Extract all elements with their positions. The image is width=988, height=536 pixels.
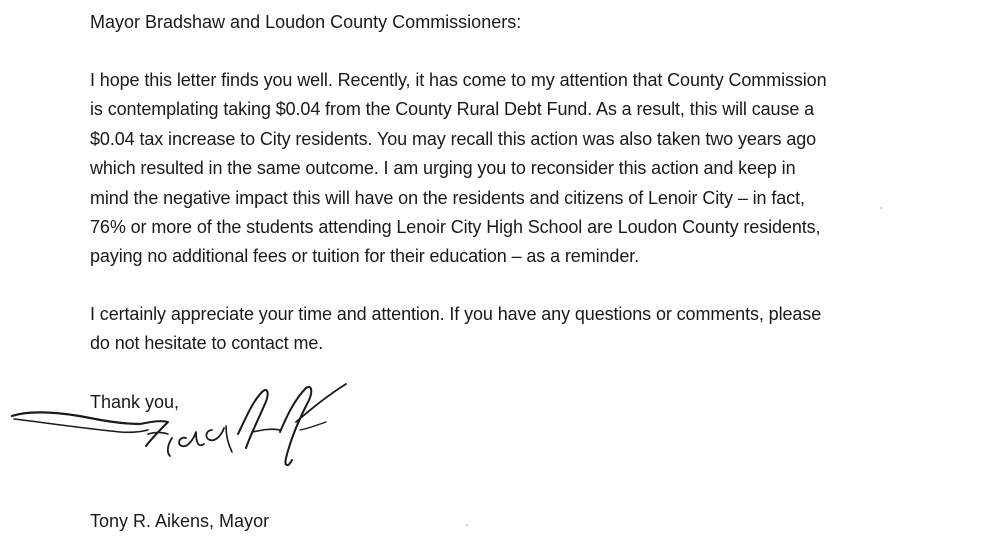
paragraph-line: mind the negative impact this will have on the residents and citizens of Lenoir City – in fact, <box>90 187 805 208</box>
paragraph-line: do not hesitate to contact me. <box>90 333 324 354</box>
paragraph-line: paying no additional fees or tuition for their education – as a reminder. <box>90 246 640 267</box>
scan-speck <box>880 207 882 209</box>
paragraph-line: 76% or more of the students attending Lenoir City High School are Loudon County residents, <box>90 217 821 238</box>
scan-speck <box>466 524 468 526</box>
paragraph-line: I certainly appreciate your time and attention. If you have any questions or comments, please <box>90 304 822 324</box>
paragraph-line: is contemplating taking $0.04 from the County Rural Debt Fund. As a result, this will cause a <box>90 99 815 120</box>
salutation: Mayor Bradshaw and Loudon County Commissioners: <box>90 12 522 32</box>
closing: Thank you, <box>90 392 180 412</box>
paragraph-line: which resulted in the same outcome. I am urging you to reconsider this action and keep in <box>90 158 796 179</box>
handwritten-signature <box>0 372 360 472</box>
paragraph-1 <box>90 66 827 272</box>
paragraph-2 <box>90 300 821 359</box>
signer-name: Tony R. Aikens, Mayor <box>90 511 270 531</box>
paragraph-line: $0.04 tax increase to City residents. You may recall this action was also taken two years ago <box>90 128 817 149</box>
paragraph-line: I hope this letter finds you well. Recently, it has come to my attention that County Commission <box>90 70 827 90</box>
